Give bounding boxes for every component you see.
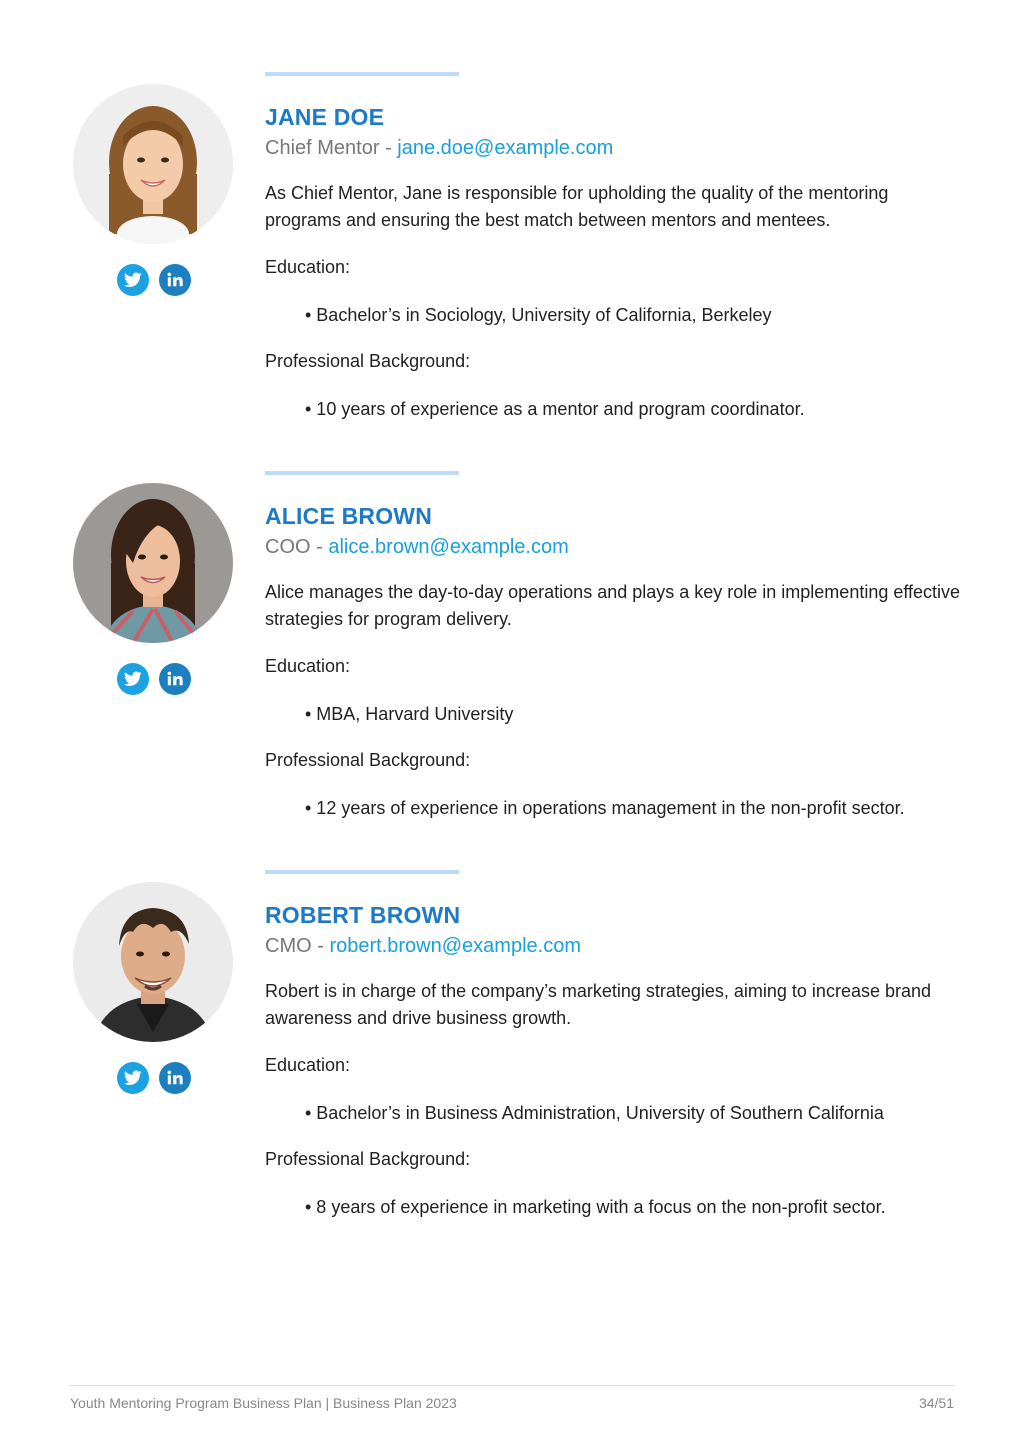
member-name: ALICE BROWN bbox=[265, 503, 433, 529]
linkedin-icon[interactable] bbox=[159, 1062, 191, 1094]
member-description: Alice manages the day-to-day operations and plays a key role in implementing effective strategies for program delivery. bbox=[265, 582, 961, 629]
section-divider bbox=[265, 870, 459, 874]
twitter-icon[interactable] bbox=[117, 663, 149, 695]
twitter-icon[interactable] bbox=[117, 1062, 149, 1094]
separator: - bbox=[316, 536, 323, 558]
background-label: Professional Background: bbox=[265, 750, 471, 770]
separator: - bbox=[317, 935, 324, 957]
twitter-icon[interactable] bbox=[117, 264, 149, 296]
member-name: JANE DOE bbox=[265, 104, 385, 130]
email-link[interactable]: robert.brown@example.com bbox=[329, 935, 581, 957]
member-title: COO bbox=[265, 536, 311, 558]
member-description: As Chief Mentor, Jane is responsible for upholding the quality of the mentoring programs and ensuring the best match between mentors and mentees. bbox=[265, 183, 889, 230]
linkedin-icon[interactable] bbox=[159, 264, 191, 296]
education-label: Education: bbox=[265, 257, 351, 277]
member-role bbox=[265, 533, 965, 561]
background-item: • 8 years of experience in marketing with a focus on the non-profit sector. bbox=[305, 1197, 886, 1217]
email-link[interactable]: alice.brown@example.com bbox=[328, 536, 569, 558]
member-description: Robert is in charge of the company’s marketing strategies, aiming to increase brand awareness and drive business growth. bbox=[265, 981, 932, 1028]
education-item: • Bachelor’s in Sociology, University of California, Berkeley bbox=[305, 305, 772, 325]
background-label: Professional Background: bbox=[265, 1149, 471, 1169]
separator: - bbox=[385, 137, 392, 159]
linkedin-icon[interactable] bbox=[159, 663, 191, 695]
avatar bbox=[73, 483, 233, 643]
background-item: • 12 years of experience in operations management in the non-profit sector. bbox=[305, 798, 905, 818]
avatar bbox=[73, 84, 233, 244]
footer-divider bbox=[70, 1385, 954, 1386]
background-label: Professional Background: bbox=[265, 351, 471, 371]
background-item: • 10 years of experience as a mentor and program coordinator. bbox=[305, 399, 805, 419]
education-item: • MBA, Harvard University bbox=[305, 704, 514, 724]
education-item: • Bachelor’s in Business Administration, University of Southern California bbox=[305, 1103, 884, 1123]
section-divider bbox=[265, 72, 459, 76]
member-title: Chief Mentor bbox=[265, 137, 380, 159]
member-role bbox=[265, 134, 965, 162]
page-number: 34/51 bbox=[918, 1395, 954, 1411]
education-label: Education: bbox=[265, 1055, 351, 1075]
avatar bbox=[73, 882, 233, 1042]
member-role bbox=[265, 932, 965, 960]
section-divider bbox=[265, 471, 459, 475]
member-title: CMO bbox=[265, 935, 312, 957]
email-link[interactable]: jane.doe@example.com bbox=[397, 137, 614, 159]
education-label: Education: bbox=[265, 656, 351, 676]
member-name: ROBERT BROWN bbox=[265, 902, 461, 928]
footer-title: Youth Mentoring Program Business Plan | Business Plan 2023 bbox=[70, 1395, 457, 1411]
